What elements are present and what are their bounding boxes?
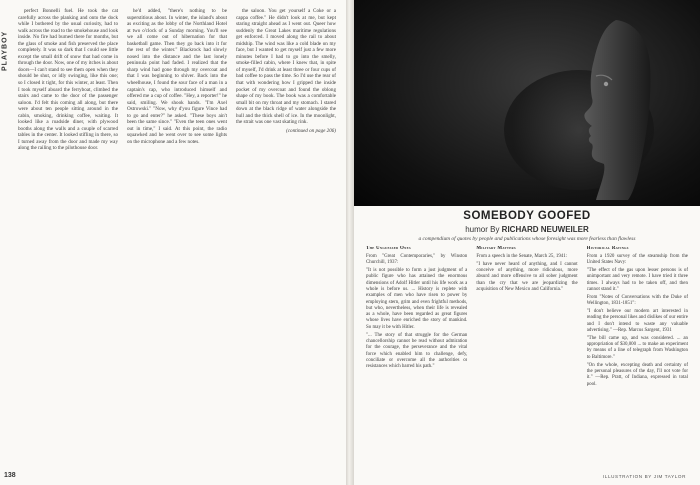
quote-para: "I don't believe our modern art interested in reading the personal likes and dislikes of our entire and I don't intend to waste any valuable advertising." —Rep. Marcus Sargent, 1931 [586,309,688,333]
quote-para: "The effect of the gas upon lesser persons is of unimportant and very remote. I have tried it three times. I always had to be taken off, and then cannot stand it." [586,268,688,292]
column-text: perfect Bonnelli fuel. He took the cat carefully across the planking and onto the dock while I bothered by the usual curiosity, had to walk across the road to the smokehouse and look inside. No fire had burned there for months, but the glass of smoke and fish preserved the place completely. It was so dark that I could see little except the small drift of snow that had come in through the door. Now, one of my itches is about doors—I can't stand to see them open when they should be shut, or idly swinging, like this one; so I closed it tight, for this winter, at least. Then I took myself aboard the ferryboat, climbed the stairs and came to the door of the passenger saloon. I'd felt this coming all along, but there were about ten people sitting around in the cabin, smoking, drinking coffee, waiting. It looked like a roadside diner, with plywood booths along the walls and a couple of scarred tables in the center. It looked stifling in there, so I turned away from the door and made my way along the railing to the pilothouse door. [18,8,118,152]
quote-para: From a 1920 survey of the steamship from the United States Navy: [586,253,688,266]
left-page [0,0,346,485]
section-heading: Military Matters [476,246,516,251]
section-heading: The Unguessed Ones [366,246,411,251]
quote-column-1 [366,246,467,467]
article-headline: SOMEBODY GOOFED [463,210,591,222]
text-column-1 [18,8,118,471]
article-deck: a compendium of quotes by people and publications whose foresight was more fearless than flawless [418,236,636,242]
quote-para: "It is not possible to form a just judgment of a public figure who has attained the enormous dimensions of Adolf Hitler until his life work as a whole is before us. ... History is replete with examples of men who have risen to power by employing stern, grim and even frightful methods, but who, nevertheless, when their life is revealed as a whole, have been regarded as great figures whose lives have enriched the story of mankind. So may it be with Hitler. [366,268,468,330]
quote-para: From "Great Contemporaries," by Winston Churchill, 1937: [366,253,468,266]
right-columns [366,246,688,467]
quote-para: "I have never heard of anything, and I cannot conceive of anything, more ridiculous, more absurd and more offensive to all sober judgment than the cry that we are jeopardizing the acquisition of New Mexico and California." [476,261,578,292]
text-column-2 [127,8,227,471]
quote-column-3 [587,246,688,467]
column-text: the saloon. You get yourself a Coke or a cappa coffee." He didn't look at me, but kept staring straight ahead as I went out. Queer how suddenly the Great Lakes maritime regulations get enforced. I moved along the rail to about midship. The wind was like a cold blade on my face, but I wanted to get myself just a few more minutes before I had to go into the smelly, smoke-filled cabin, where I knew that, in spite of myself, I'd drink at least three or four cups of bad coffee to pass the time. So I'd use the rear of that with wondering how I gripped the inside pocket of my overcoat and found the oblong shape of my book. The book was a comfortable small bit on my throat and my stomach. I stared down at the black ridge of water alongside the hull and the thick shell of ice. In the moonlight, the strait was one vast skating rink. [236,8,336,126]
byline-prefix: humor By [465,225,500,234]
text-column-3 [236,8,336,471]
quote-column-2 [476,246,577,467]
illustration-credit: ILLUSTRATION BY JIM TAYLOR [602,474,686,479]
profile-silhouette-icon [576,16,654,200]
quote-para: From "Notes of Conversations with the Duke of Wellington, 1831-1851": [586,294,688,307]
column-text: he'd added, "there's nothing to be superstitious about. In winter, the island's about as exciting as the lobby of the Northland Hotel at two o'clock of a Sunday morning. You'll see we all come out of hibernation for that basketball game. Then they go back into it for the rest of the winter." Blackrock had slowly nosed into the distance and the last lonely peninsula point had faded. I realized that the sharp wind had gone through my overcoat and that I was beginning to shiver. Back into the wheelhouse, I found the sour face of a man in a captain's cap, who introduced himself and offered me a cup of coffee. "Hey, a reporter!" he said, smiling. We shook hands. "I'm Axel Ostrowski." "Now, why d'you figure Vince had to go and enter?" he asked. "These boys ain't been the same since." "Even the teen ones went out in time," I said. At this point, the radio squawked and he went over to see some lights on the microphone and a few notes. [127,8,227,145]
continued-note: (continued on page 206) [286,127,336,134]
quote-para: "... The story of that struggle for the German chancellorship cannot be read without admiration for the courage, the perseverance and the vital force which enabled him to challenge, defy, conciliate or overcome all the authorities or resistances which barred his path." [366,332,468,370]
running-header: PLAYBOY [1,30,9,72]
left-columns [18,8,336,471]
quote-para: From a speech in the Senate, March 25, 1941: [476,253,568,259]
byline [354,225,700,234]
gutter [346,0,354,485]
page-number: 138 [4,472,16,479]
illustration [354,0,700,206]
quote-para: "On the whole, excepting death and certainty of the personal pleasures of the day, I'll not vote for it." —Rep. Pratt, of Indiana, expressed in total pool. [586,362,688,387]
byline-author: RICHARD NEUWEILER [501,225,589,234]
section-heading: Historical Ravings [586,246,629,251]
right-page [354,0,700,485]
quote-para: "The bill came up, and was considered. ... an appropriation of $30,000 ... to make an experiment by means of a line of telegraph from Washington to Baltimore." [586,335,688,360]
